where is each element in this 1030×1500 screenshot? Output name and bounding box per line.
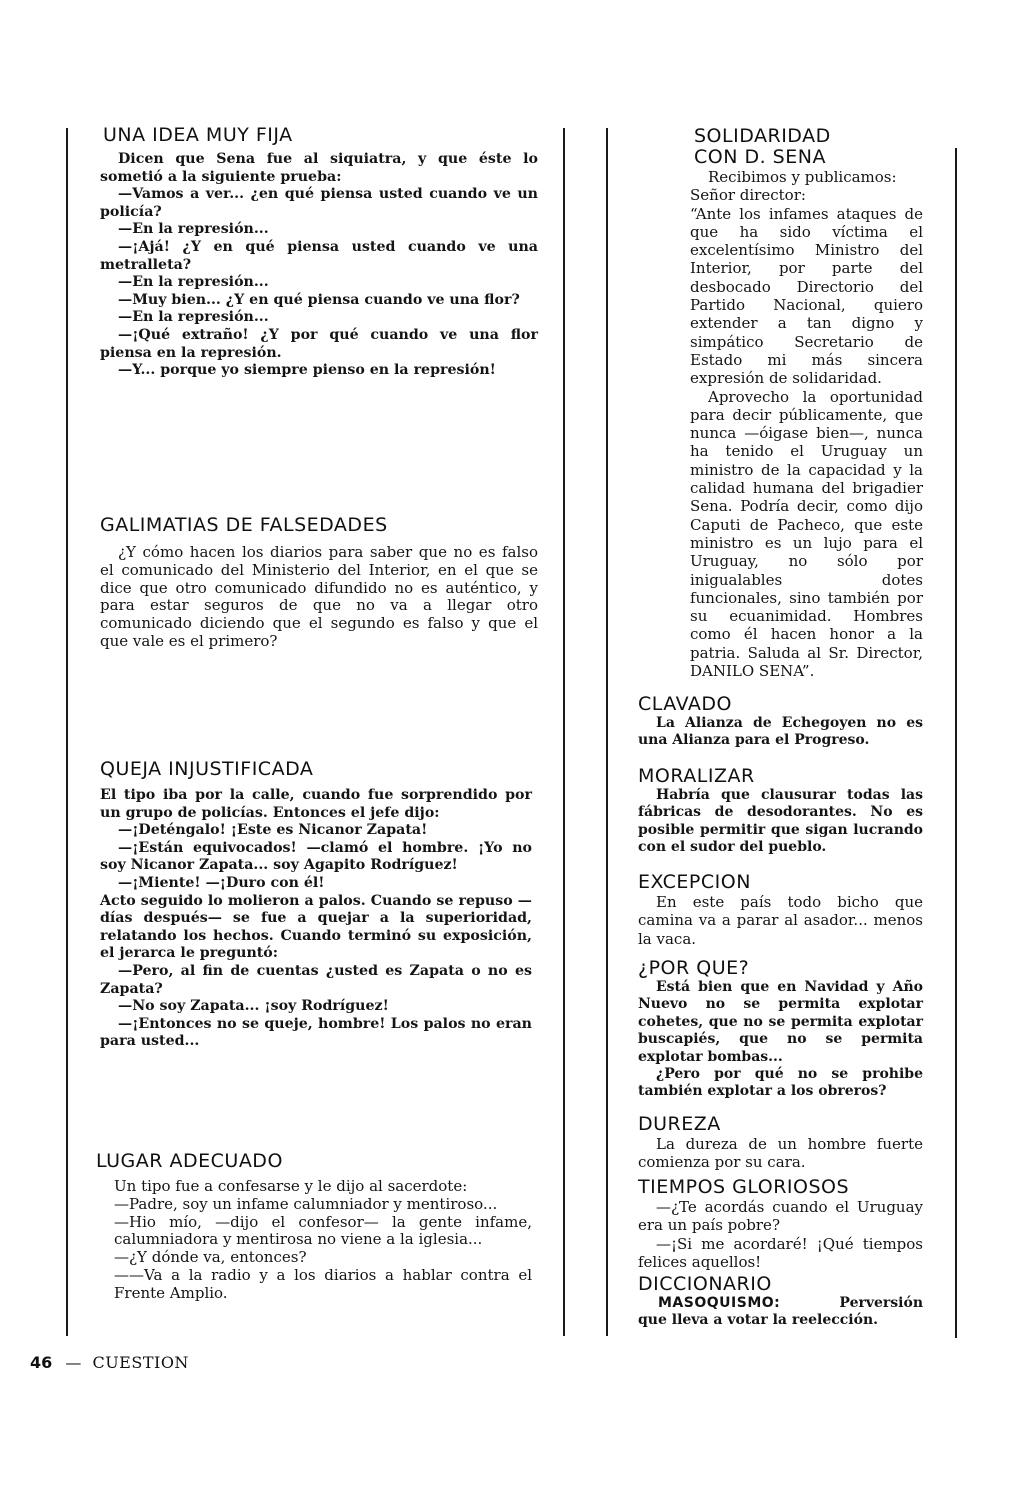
paragraph: —¿Te acordás cuando el Uruguay era un país pobre? <box>638 1198 923 1235</box>
paragraph: Habría que clausurar todas las fábricas de desodorantes. No es posible permitir que sigan lucrando con el sudor del pueblo. <box>638 787 923 856</box>
section-title: GALIMATIAS DE FALSEDADES <box>100 514 388 536</box>
paragraph: Un tipo fue a confesarse y le dijo al sacerdote: <box>114 1177 468 1195</box>
paragraph: Dicen que Sena fue al siquiatra, y que éste lo sometió a la siguiente prueba: <box>100 151 538 185</box>
paragraph: —Vamos a ver... ¿en qué piensa usted cuando ve un policía? <box>100 186 538 220</box>
paragraph: La dureza de un hombre fuerte comienza por su cara. <box>638 1135 923 1172</box>
section-queja-injustificada <box>100 758 532 1051</box>
dictionary-term: MASOQUISMO: <box>658 1295 781 1311</box>
section-title: CLAVADO <box>638 693 732 715</box>
paragraph: “Ante los infames ataques de que ha sido víctima el excelentísimo Ministro del Interior, por parte del desbocado Directorio del Partido Nacional, quiero extender a tan digno y simpático Secretario de Estado mi más sincera expresión de solidaridad. <box>690 204 923 388</box>
footer-separator: — <box>65 1353 82 1372</box>
paragraph: Acto seguido lo molieron a palos. Cuando se repuso —días después— se fue a quejar a la superioridad, relatando los hechos. Cuando terminó su exposición, el jerarca le preguntó: <box>100 892 532 962</box>
paragraph: Aprovecho la oportunidad para decir públicamente, que nunca —óigase bien—, nunca ha tenido el Uruguay un ministro de la capacidad y la calidad humana del brigadier Sena. Podría decir, como dijo Caputi de Pacheco, que este ministro es un lujo para el Uruguay, no sólo por inigualables dotes funcionales, sino también por su ecuanimidad. Hombres como él hacen honor a la patria. Saluda al Sr. Director, DANILO SENA”. <box>690 387 923 681</box>
section-solidaridad <box>638 126 923 680</box>
section-title: UNA IDEA MUY FIJA <box>103 124 293 146</box>
section-title: MORALIZAR <box>638 765 755 787</box>
section-title: LUGAR ADECUADO <box>96 1150 283 1172</box>
section-title: DUREZA <box>638 1113 721 1135</box>
paragraph: —Hio mío, —dijo el confesor— la gente infame, calumniadora y mentirosa no viene a la iglesia... <box>114 1212 532 1249</box>
dictionary-definition-rest: que lleva a votar la reelección. <box>638 1312 879 1329</box>
magazine-name: CUESTION <box>92 1353 189 1372</box>
section-una-idea-muy-fija <box>100 124 538 380</box>
paragraph: —No soy Zapata... ¡soy Rodríguez! <box>118 998 389 1015</box>
dictionary-entry <box>638 1295 923 1312</box>
section-title: QUEJA INJUSTIFICADA <box>100 758 314 780</box>
paragraph: Está bien que en Navidad y Año Nuevo no se permita explotar cohetes, que no se permita explotar buscapiés, que no se permita explotar bombas... <box>638 979 923 1065</box>
section-por-que <box>638 958 923 1101</box>
paragraph: Señor director: <box>690 186 806 205</box>
paragraph: ——Va a la radio y a los diarios a hablar contra el Frente Amplio. <box>114 1265 532 1302</box>
section-diccionario <box>638 1274 923 1330</box>
right-column-rule <box>955 148 957 1338</box>
paragraph: —En la represión... <box>118 274 269 291</box>
page-number: 46 <box>30 1353 53 1372</box>
paragraph: ¿Pero por qué no se prohibe también explotar a los obreros? <box>638 1066 923 1100</box>
section-galimatias <box>100 514 538 651</box>
paragraph: ¿Y cómo hacen los diarios para saber que no es falso el comunicado del Ministerio del Interior, en el que se dice que otro comunicado difundido no es auténtico, y para estar seguros de que no va a llegar otro comunicado diciendo que el segundo es falso y que el que vale es el primero? <box>100 543 538 650</box>
section-title: EXCEPCION <box>638 871 751 893</box>
paragraph: —Pero, al fin de cuentas ¿usted es Zapata o no es Zapata? <box>100 962 532 997</box>
middle-column-rule-right <box>606 128 608 1336</box>
dictionary-definition-start: Perversión <box>839 1295 923 1311</box>
paragraph: —¡Si me acordaré! ¡Qué tiempos felices aquellos! <box>638 1234 923 1271</box>
section-lugar-adecuado <box>96 1150 532 1303</box>
section-tiempos-gloriosos <box>638 1177 923 1271</box>
paragraph: —Padre, soy un infame calumniador y mentiroso... <box>114 1194 498 1213</box>
page-footer <box>30 1353 189 1372</box>
section-moralizar <box>638 766 923 857</box>
section-excepcion <box>638 872 923 948</box>
left-column-rule <box>66 128 68 1336</box>
paragraph: —¿Y dónde va, entonces? <box>114 1248 307 1267</box>
paragraph: —¡Entonces no se queje, hombre! Los palos no eran para usted... <box>100 1015 532 1050</box>
paragraph: —¡Deténgalo! ¡Este es Nicanor Zapata! <box>118 822 428 839</box>
paragraph: —Muy bien... ¿Y en qué piensa cuando ve una flor? <box>118 291 520 308</box>
section-title: SOLIDARIDAD CON D. SENA <box>694 125 831 168</box>
paragraph: —¡Están equivocados! —clamó el hombre. ¡Yo no soy Nicanor Zapata... soy Agapito Rodríguez! <box>100 839 532 874</box>
section-dureza <box>638 1114 923 1172</box>
paragraph: La Alianza de Echegoyen no es una Alianza para el Progreso. <box>638 715 923 749</box>
section-title: DICCIONARIO <box>638 1273 772 1295</box>
paragraph: Recibimos y publicamos: <box>708 168 897 186</box>
paragraph: —¡Qué extraño! ¿Y por qué cuando ve una flor piensa en la represión. <box>100 326 538 361</box>
paragraph: El tipo iba por la calle, cuando fue sorprendido por un grupo de policías. Entonces el jefe dijo: <box>100 787 532 821</box>
paragraph: —En la represión... <box>118 221 269 238</box>
section-clavado <box>638 694 923 750</box>
paragraph: En este país todo bicho que camina va a parar al asador... menos la vaca. <box>638 893 923 948</box>
paragraph: —Y... porque yo siempre pienso en la represión! <box>118 362 496 379</box>
middle-column-rule-left <box>563 128 565 1336</box>
paragraph: —¡Miente! —¡Duro con él! <box>118 874 325 891</box>
section-title: ¿POR QUE? <box>638 957 750 979</box>
paragraph: —En la represión... <box>118 309 269 326</box>
paragraph: —¡Ajá! ¿Y en qué piensa usted cuando ve una metralleta? <box>100 238 538 273</box>
section-title: TIEMPOS GLORIOSOS <box>638 1176 850 1198</box>
